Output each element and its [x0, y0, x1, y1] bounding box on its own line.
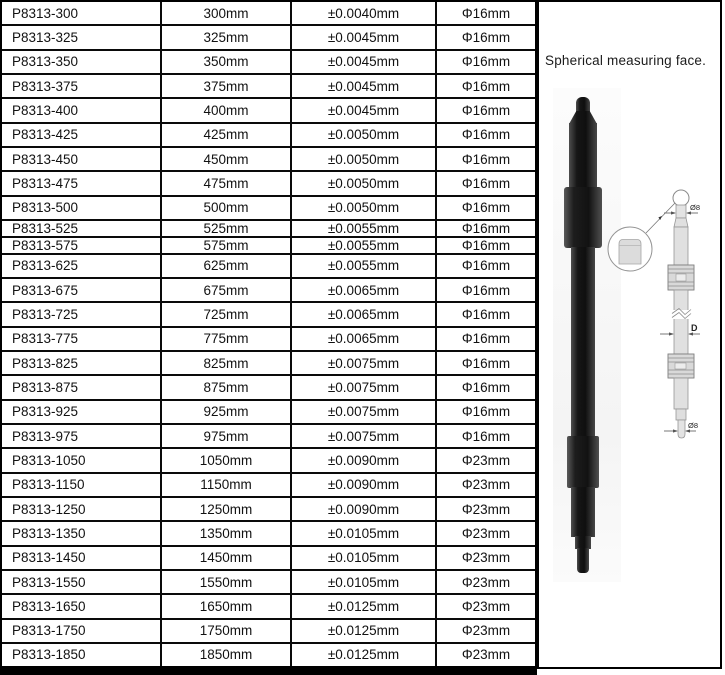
cell-diameter: Φ23mm: [461, 452, 511, 468]
cell-model: P8313-300: [2, 2, 162, 24]
cell-size: 1250mm: [162, 498, 292, 520]
cell-accuracy: ±0.0125mm: [292, 595, 437, 617]
cell-model: P8313-575: [2, 238, 162, 253]
diagram-upper-shaft: [674, 227, 688, 265]
cell-accuracy: ±0.0045mm: [292, 75, 437, 97]
cell-diameter: Φ16mm: [461, 102, 511, 118]
table-row: [2, 279, 535, 303]
cell-model: P8313-350: [2, 51, 162, 73]
cell-model: P8313-425: [2, 124, 162, 146]
cell-model: P8313-1450: [2, 547, 162, 569]
cell-model: P8313-400: [2, 99, 162, 121]
cell-diameter: Φ16mm: [461, 355, 511, 371]
rod-photo-main-shaft: [571, 247, 595, 437]
cell-diameter: Φ16mm: [461, 404, 511, 420]
table-row: [2, 449, 535, 473]
cell-size: 350mm: [162, 51, 292, 73]
cell-diameter: Φ16mm: [461, 331, 511, 347]
cell-diameter: Φ23mm: [461, 550, 511, 566]
cell-accuracy: ±0.0125mm: [292, 644, 437, 666]
table-row: [2, 352, 535, 376]
cell-size: 1750mm: [162, 620, 292, 642]
table-row: [2, 238, 535, 255]
cell-model: P8313-1750: [2, 620, 162, 642]
cell-model: P8313-975: [2, 425, 162, 447]
cell-size: 475mm: [162, 172, 292, 194]
cell-size: 400mm: [162, 99, 292, 121]
cell-accuracy: ±0.0045mm: [292, 26, 437, 48]
table-row: [2, 99, 535, 123]
cell-diameter: Φ16mm: [461, 220, 511, 236]
cell-accuracy: ±0.0075mm: [292, 352, 437, 374]
spherical-face-caption: Spherical measuring face.: [545, 53, 707, 68]
cell-model: P8313-875: [2, 376, 162, 398]
cell-model: P8313-475: [2, 172, 162, 194]
cell-accuracy: ±0.0045mm: [292, 99, 437, 121]
cell-diameter: Φ23mm: [461, 647, 511, 663]
diagram-collar-2: [668, 354, 694, 378]
cell-diameter: Φ16mm: [461, 175, 511, 191]
table-row: [2, 425, 535, 449]
cell-accuracy: ±0.0055mm: [292, 255, 437, 277]
table-bottom-border: [0, 668, 537, 675]
diagram-tip-cylinder: [676, 205, 686, 218]
cell-accuracy: ±0.0075mm: [292, 376, 437, 398]
diagram-collar-1: [668, 265, 694, 290]
cell-diameter: Φ16mm: [461, 5, 511, 21]
diagram-neck: [674, 218, 688, 227]
cell-model: P8313-500: [2, 197, 162, 219]
table-row: [2, 595, 535, 619]
cell-accuracy: ±0.0075mm: [292, 401, 437, 423]
cell-accuracy: ±0.0050mm: [292, 172, 437, 194]
table-row: [2, 328, 535, 352]
diagram-break-symbol: [672, 309, 691, 320]
diagram-lower-shaft: [674, 378, 688, 409]
cell-accuracy: ±0.0045mm: [292, 51, 437, 73]
cell-size: 450mm: [162, 148, 292, 170]
rod-photo-upper-shaft: [569, 123, 597, 188]
cell-size: 625mm: [162, 255, 292, 277]
diagram-tip-bottom: [678, 420, 685, 438]
tip-diameter-label-top: Ø8: [690, 203, 701, 212]
table-row: [2, 522, 535, 546]
cell-diameter: Φ16mm: [461, 78, 511, 94]
cell-model: P8313-525: [2, 221, 162, 236]
cell-accuracy: ±0.0065mm: [292, 328, 437, 350]
cell-model: P8313-625: [2, 255, 162, 277]
cell-size: 775mm: [162, 328, 292, 350]
cell-accuracy: ±0.0050mm: [292, 124, 437, 146]
cell-diameter: Φ16mm: [461, 258, 511, 274]
cell-accuracy: ±0.0125mm: [292, 620, 437, 642]
cell-size: 375mm: [162, 75, 292, 97]
cell-model: P8313-375: [2, 75, 162, 97]
table-row: [2, 124, 535, 148]
cell-diameter: Φ16mm: [461, 380, 511, 396]
cell-diameter: Φ16mm: [461, 307, 511, 323]
cell-accuracy: ±0.0040mm: [292, 2, 437, 24]
diagram-detail-callout: [608, 227, 652, 271]
product-panel: [537, 0, 722, 669]
rod-photo-lower-shaft: [571, 487, 595, 537]
cell-model: P8313-775: [2, 328, 162, 350]
cell-model: P8313-1050: [2, 449, 162, 471]
cell-model: P8313-925: [2, 401, 162, 423]
cell-size: 325mm: [162, 26, 292, 48]
cell-size: 875mm: [162, 376, 292, 398]
cell-diameter: Φ16mm: [461, 29, 511, 45]
cell-diameter: Φ16mm: [461, 428, 511, 444]
cell-size: 300mm: [162, 2, 292, 24]
table-row: [2, 197, 535, 221]
rod-photo-sleeve-2: [567, 436, 599, 488]
cell-diameter: Φ23mm: [461, 623, 511, 639]
cell-size: 825mm: [162, 352, 292, 374]
tip-diameter-label-bottom: Ø8: [688, 421, 699, 430]
cell-model: P8313-450: [2, 148, 162, 170]
cell-size: 1350mm: [162, 522, 292, 544]
table-row: [2, 401, 535, 425]
cell-diameter: Φ23mm: [461, 477, 511, 493]
cell-model: P8313-1150: [2, 474, 162, 496]
diagram-middle-shaft: [674, 290, 688, 354]
cell-size: 1050mm: [162, 449, 292, 471]
cell-size: 725mm: [162, 303, 292, 325]
cell-model: P8313-825: [2, 352, 162, 374]
cell-diameter: Φ23mm: [461, 525, 511, 541]
shaft-diameter-label: D: [691, 323, 698, 333]
cell-accuracy: ±0.0105mm: [292, 547, 437, 569]
diagram-sphere-tip: [673, 190, 689, 206]
cell-diameter: Φ23mm: [461, 574, 511, 590]
cell-size: 1550mm: [162, 571, 292, 593]
cell-diameter: Φ16mm: [461, 54, 511, 70]
cell-accuracy: ±0.0090mm: [292, 449, 437, 471]
cell-size: 575mm: [162, 238, 292, 253]
cell-size: 1450mm: [162, 547, 292, 569]
cell-size: 1850mm: [162, 644, 292, 666]
cell-accuracy: ±0.0050mm: [292, 197, 437, 219]
technical-diagram: [602, 185, 720, 447]
rod-photo-tip-top: [576, 97, 590, 113]
table-row: [2, 2, 535, 26]
cell-model: P8313-1550: [2, 571, 162, 593]
cell-model: P8313-1250: [2, 498, 162, 520]
cell-accuracy: ±0.0065mm: [292, 279, 437, 301]
cell-accuracy: ±0.0105mm: [292, 522, 437, 544]
cell-accuracy: ±0.0090mm: [292, 498, 437, 520]
callout-leader-arrow: [646, 203, 675, 233]
table-row: [2, 221, 535, 238]
cell-size: 925mm: [162, 401, 292, 423]
table-row: [2, 148, 535, 172]
table-row: [2, 498, 535, 522]
rod-photo-sleeve-1: [564, 187, 602, 248]
cell-diameter: Φ16mm: [461, 237, 511, 253]
table-row: [2, 620, 535, 644]
table-row: [2, 172, 535, 196]
table-row: [2, 255, 535, 279]
cell-size: 500mm: [162, 197, 292, 219]
cell-size: 975mm: [162, 425, 292, 447]
cell-accuracy: ±0.0105mm: [292, 571, 437, 593]
cell-model: P8313-725: [2, 303, 162, 325]
cell-model: P8313-325: [2, 26, 162, 48]
table-row: [2, 571, 535, 595]
cell-model: P8313-1850: [2, 644, 162, 666]
table-row: [2, 75, 535, 99]
cell-model: P8313-675: [2, 279, 162, 301]
cell-size: 525mm: [162, 221, 292, 236]
rod-photo-tip-bottom: [577, 548, 589, 573]
cell-size: 1650mm: [162, 595, 292, 617]
table-row: [2, 547, 535, 571]
table-row: [2, 51, 535, 75]
cell-size: 675mm: [162, 279, 292, 301]
table-row: [2, 376, 535, 400]
cell-accuracy: ±0.0050mm: [292, 148, 437, 170]
table-row: [2, 644, 535, 666]
cell-diameter: Φ16mm: [461, 127, 511, 143]
table-row: [2, 474, 535, 498]
cell-diameter: Φ16mm: [461, 200, 511, 216]
cell-size: 1150mm: [162, 474, 292, 496]
cell-accuracy: ±0.0055mm: [292, 238, 437, 253]
cell-diameter: Φ16mm: [461, 282, 511, 298]
cell-diameter: Φ23mm: [461, 501, 511, 517]
cell-diameter: Φ16mm: [461, 151, 511, 167]
cell-diameter: Φ23mm: [461, 598, 511, 614]
diagram-step: [676, 409, 686, 420]
table-row: [2, 26, 535, 50]
table-row: [2, 303, 535, 327]
cell-model: P8313-1350: [2, 522, 162, 544]
cell-accuracy: ±0.0090mm: [292, 474, 437, 496]
cell-size: 425mm: [162, 124, 292, 146]
cell-accuracy: ±0.0075mm: [292, 425, 437, 447]
cell-accuracy: ±0.0055mm: [292, 221, 437, 236]
cell-model: P8313-1650: [2, 595, 162, 617]
cell-accuracy: ±0.0065mm: [292, 303, 437, 325]
